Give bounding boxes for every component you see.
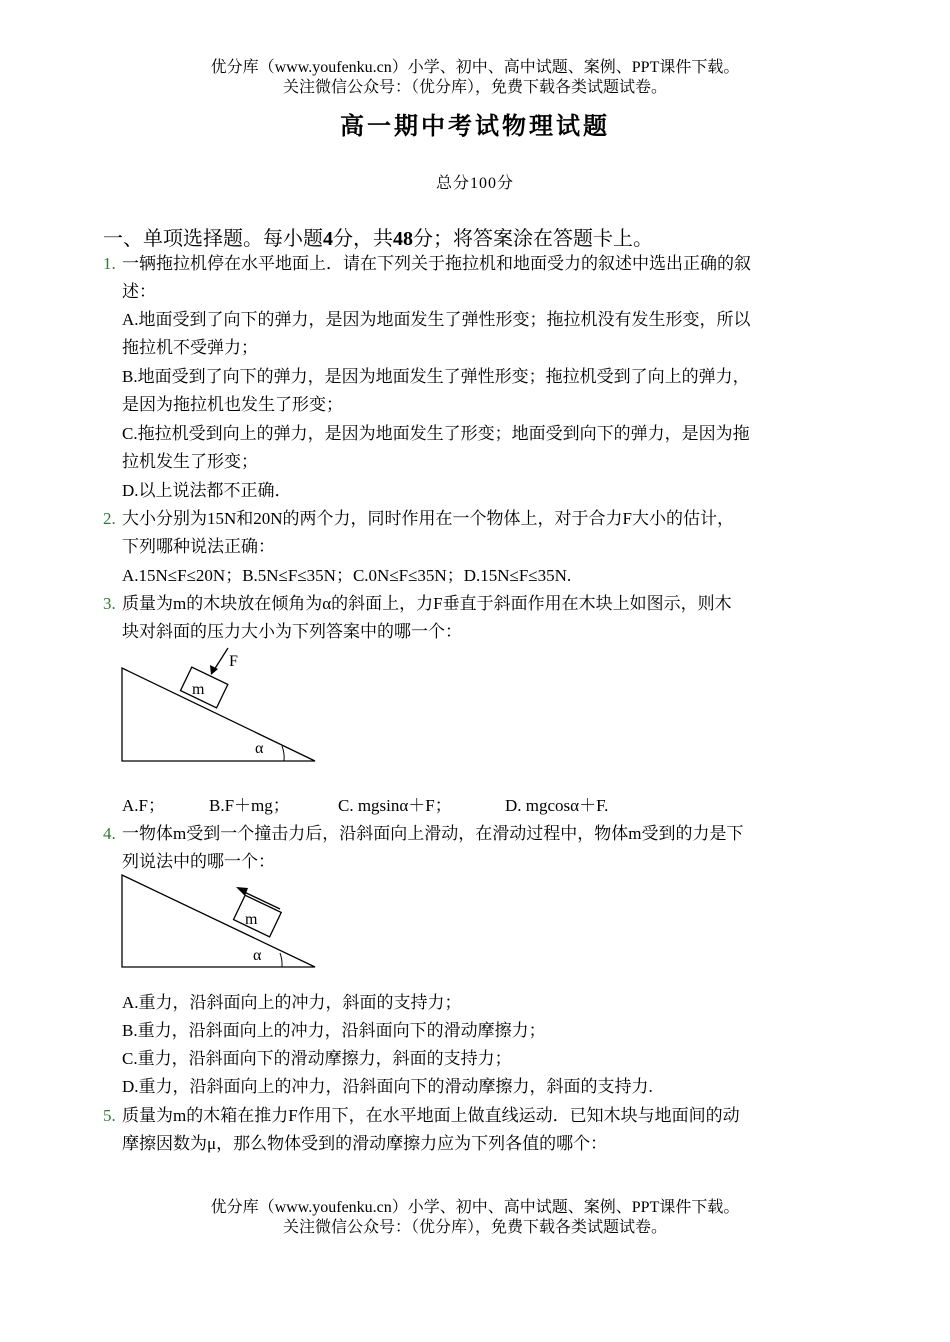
- page-title: 高一期中考试物理试题: [340, 111, 610, 140]
- question-text: 一辆拖拉机停在水平地面上．请在下列关于拖拉机和地面受力的叙述中选出正确的叙: [122, 254, 751, 273]
- mass-label: m: [245, 911, 258, 928]
- footer-line-1: 优分库（www.youfenku.cn）小学、初中、高中试题、案例、PPT课件下载。: [210, 1199, 740, 1216]
- option-c: C.重力，沿斜面向下的滑动摩擦力，斜面的支持力；: [122, 1049, 512, 1068]
- question-5: [103, 1102, 848, 1130]
- question-number: 4.: [103, 824, 116, 843]
- header-line-1: 优分库（www.youfenku.cn）小学、初中、高中试题、案例、PPT课件下载。: [210, 59, 740, 76]
- question-text-cont: 摩擦因数为μ，那么物体受到的滑动摩擦力应为下列各值的哪个：: [122, 1134, 608, 1153]
- question-text: 质量为m的木块放在倾角为α的斜面上，力F垂直于斜面作用在木块上如图示，则木: [122, 594, 732, 613]
- section-points: 4: [323, 228, 333, 250]
- question-text-cont: 列说法中的哪一个：: [122, 852, 275, 871]
- option-a-cont: 拖拉机不受弹力；: [122, 338, 258, 357]
- section-heading-pre: 一、单项选择题。每小题: [103, 228, 323, 250]
- question-text-cont: 块对斜面的压力大小为下列答案中的哪一个：: [122, 622, 462, 641]
- options-row: [122, 792, 848, 820]
- question-number: 1.: [103, 254, 116, 273]
- question-text-cont: 下列哪种说法正确：: [122, 537, 275, 556]
- option-b: B.F＋mg；: [209, 796, 290, 815]
- option-d: D.重力，沿斜面向上的冲力，沿斜面向下的滑动摩擦力，斜面的支持力.: [122, 1077, 653, 1096]
- section-heading: [103, 222, 653, 251]
- question-text-cont: 述：: [122, 282, 156, 301]
- motion-arrowhead: [236, 887, 248, 896]
- question-text: 一物体m受到一个撞击力后，沿斜面向上滑动，在滑动过程中，物体m受到的力是下: [122, 824, 744, 843]
- option-b: B.地面受到了向下的弹力，是因为地面发生了弹性形变；拖拉机受到了向上的弹力，: [122, 367, 750, 386]
- incline-figure-1: [110, 645, 330, 770]
- section-heading-mid: 分，共: [333, 228, 393, 250]
- option-c: C. mgsinα＋F；: [338, 796, 452, 815]
- section-heading-post: 分；将答案涂在答题卡上。: [413, 228, 653, 250]
- option-a: A.地面受到了向下的弹力，是因为地面发生了弹性形变；拖拉机没有发生形变，所以: [122, 310, 751, 329]
- force-label: F: [229, 653, 238, 670]
- question-number: 2.: [103, 509, 116, 528]
- footer-line-2: 关注微信公众号：（优分库），免费下载各类试题试卷。: [282, 1219, 667, 1236]
- option-d: D.以上说法都不正确．: [122, 481, 292, 500]
- question-1: [103, 250, 848, 278]
- option-b: B.重力，沿斜面向上的冲力，沿斜面向下的滑动摩擦力；: [122, 1021, 546, 1040]
- option-c-cont: 拉机发生了形变；: [122, 452, 258, 471]
- angle-arc: [282, 746, 284, 761]
- question-text: 质量为m的木箱在推力F作用下，在水平地面上做直线运动．已知木块与地面间的动: [122, 1106, 740, 1125]
- option-c: C.拖拉机受到向上的弹力，是因为地面发生了形变；地面受到向下的弹力，是因为拖: [122, 424, 750, 443]
- angle-label: α: [253, 947, 262, 964]
- angle-arc: [280, 953, 282, 967]
- question-text: 大小分别为15N和20N的两个力，同时作用在一个物体上，对于合力F大小的估计，: [122, 509, 735, 528]
- angle-label: α: [255, 740, 264, 757]
- header-line-2: 关注微信公众号：（优分库），免费下载各类试题试卷。: [282, 79, 667, 96]
- option-a: A.F；: [122, 796, 165, 815]
- section-total: 48: [393, 228, 413, 250]
- mass-label: m: [192, 681, 205, 698]
- question-number: 5.: [103, 1106, 116, 1125]
- options-row: A.15N≤F≤20N；B.5N≤F≤35N；C.0N≤F≤35N；D.15N≤F≤35N.: [122, 566, 572, 585]
- option-d: D. mgcosα＋F.: [505, 796, 609, 815]
- question-3: [103, 590, 848, 618]
- incline-figure-2: [110, 868, 330, 973]
- force-arrow: [214, 648, 228, 670]
- total-score: 总分100分: [435, 175, 514, 192]
- incline-triangle: [122, 875, 315, 967]
- option-a: A.重力，沿斜面向上的冲力，斜面的支持力；: [122, 993, 462, 1012]
- question-4: [103, 820, 848, 848]
- question-number: 3.: [103, 594, 116, 613]
- question-2: [103, 505, 848, 533]
- option-b-cont: 是因为拖拉机也发生了形变；: [122, 395, 343, 414]
